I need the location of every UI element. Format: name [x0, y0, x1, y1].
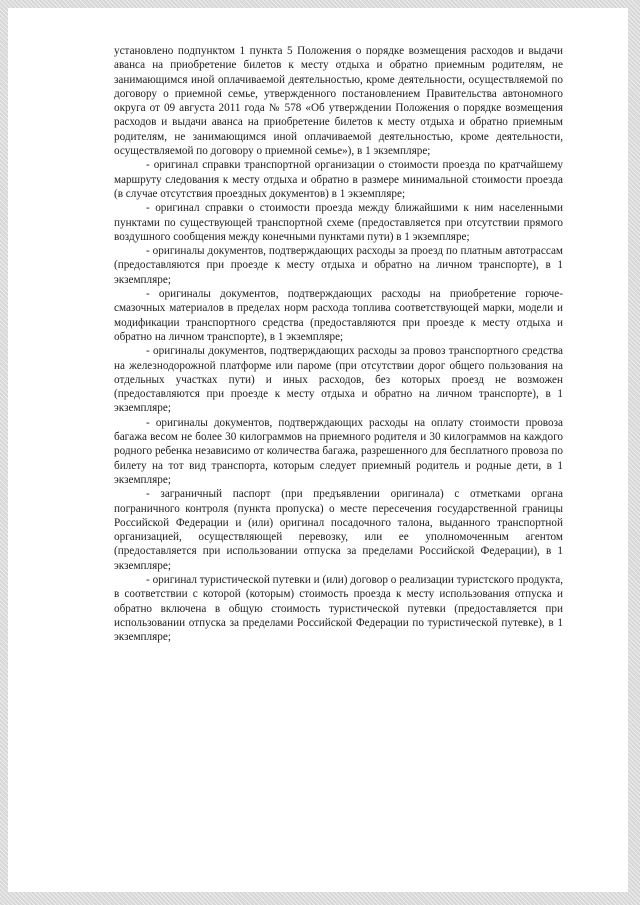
paragraph-vehicle-transport: - оригиналы документов, подтверждающих расходы за провоз транспортного средства на железнодорожной платформе или пароме (при отсутствии дорог общего пользования на отдельных участках пути) и иных расходов, без которых проезд не возможен (предоставляются при проезде к месту отдыха и обратно на личном транспорте), в 1 экземпляре;	[114, 345, 563, 415]
paragraph-continuation: установлено подпунктом 1 пункта 5 Положения о порядке возмещения расходов и выдачи аванса на приобретение билетов к месту отдыха и обратно приемным родителям, не занимающимся иной оплачиваемой деятельностью, кроме деятельности, осуществляемой по договору о приемной семье, утвержденного постановлением Правительства автономного округа от 09 августа 2011 года № 578 «Об утверждении Положения о порядке возмещения расходов и выдачи аванса на приобретение билетов к месту отдыха и обратно приемным родителям, не занимающимся иной оплачиваемой деятельностью, кроме деятельности, осуществляемой по договору о приемной семье»), в 1 экземпляре;	[114, 45, 563, 158]
paragraph-tour-voucher: - оригинал туристической путевки и (или) договор о реализации туристского продукта, в соответствии с которой (которым) стоимость проезда к месту использования отпуска и обратно включена в общую стоимость туристической путевки (предоставляется при использовании отпуска за пределами Российской Федерации по туристической путевке), в 1 экземпляре;	[114, 573, 563, 644]
paragraph-passport: - заграничный паспорт (при предъявлении оригинала) с отметками органа пограничного контроля (пункта пропуска) о месте пересечения государственной границы Российской Федерации и (или) оригинал посадочного талона, выданного транспортной организацией, осуществляющей перевозку, или ее уполномоченным агентом (предоставляется при использовании отпуска за пределами Российской Федерации), в 1 экземпляре;	[114, 488, 563, 572]
document-body	[114, 44, 563, 644]
paragraph-fuel-expenses: - оригиналы документов, подтверждающих расходы на приобретение горюче-смазочных материалов в пределах норм расхода топлива соответствующей марки, модели и модификации транспортного средства (предоставляются при проезде к месту отдыха и обратно на личном транспорте), в 1 экземпляре;	[114, 288, 563, 343]
document-page	[8, 8, 628, 892]
paragraph-nearest-points-certificate: - оригинал справки о стоимости проезда между ближайшими к ним населенными пунктами по существующей транспортной схеме (предоставляется при отсутствии прямого воздушного сообщения между конечными пунктами пути) в 1 экземпляре;	[114, 202, 563, 243]
paragraph-baggage: - оригиналы документов, подтверждающих расходы на оплату стоимости провоза багажа весом не более 30 килограммов на приемного родителя и 30 килограммов на каждого родного ребенка независимо от количества багажа, разрешенного для бесплатного провоза по билету на тот вид транспорта, которым следует приемный родитель и родные дети, в 1 экземпляре;	[114, 416, 563, 486]
paragraph-transport-certificate: - оригинал справки транспортной организации о стоимости проезда по кратчайшему маршруту следования к месту отдыха и обратно в размере минимальной стоимости проезда (в случае отсутствия проездных документов) в 1 экземпляре;	[114, 159, 563, 200]
paragraph-toll-roads: - оригиналы документов, подтверждающих расходы за проезд по платным автотрассам (предоставляются при проезде к месту отдыха и обратно на личном транспорте), в 1 экземпляре;	[114, 245, 563, 286]
